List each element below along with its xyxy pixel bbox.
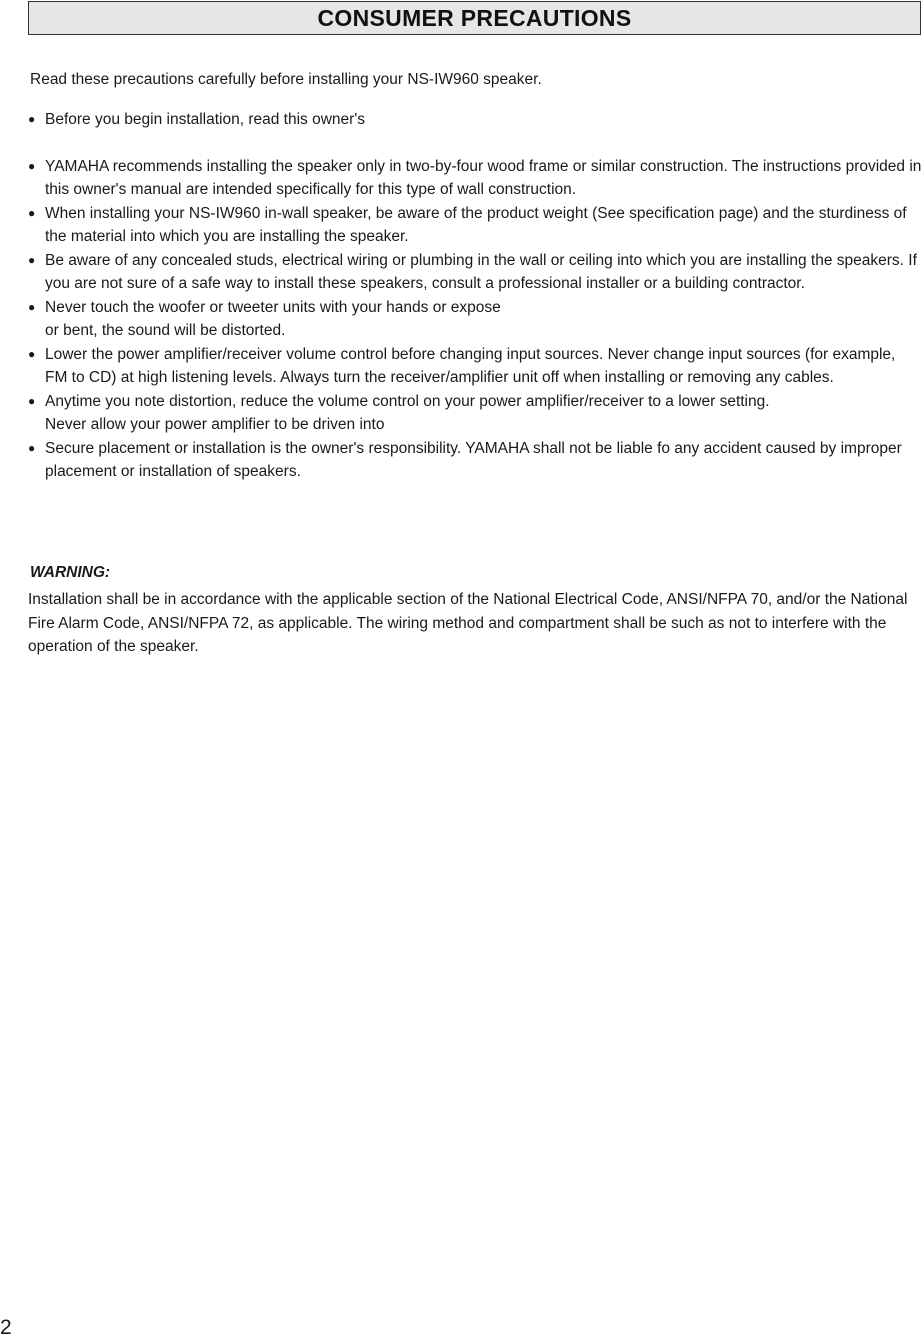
precaution-text: Secure placement or installation is the owner's responsibility. YAMAHA shall not be liable fo any accident caused by improper placement or installation of speakers. bbox=[45, 439, 902, 480]
precaution-item bbox=[28, 202, 922, 249]
precaution-text: Lower the power amplifier/receiver volume control before changing input sources. Never change input sources (for example, FM to CD) at high listening levels. Always turn the receiver/amplifier unit off when installing or removing any cables. bbox=[45, 345, 896, 386]
bullet-icon: ● bbox=[28, 158, 36, 173]
warning-text: Installation shall be in accordance with the applicable section of the National Electrical Code, ANSI/NFPA 70, and/or the National Fire Alarm Code, ANSI/NFPA 72, as applicable. The wiring method and compartment shall be such as not to interfere with the operation of the speaker. bbox=[28, 591, 908, 655]
precaution-item bbox=[28, 390, 922, 437]
warning-heading: WARNING: bbox=[30, 564, 111, 581]
precaution-text: Before you begin installation, read this owner's bbox=[45, 111, 366, 128]
precautions-list bbox=[28, 108, 922, 484]
title-box bbox=[28, 1, 921, 35]
precaution-text: Anytime you note distortion, reduce the volume control on your power amplifier/receiver to a lower setting. Never allow your power amplifier to be driven into bbox=[45, 392, 770, 433]
precaution-item bbox=[28, 108, 922, 132]
bullet-icon: ● bbox=[28, 440, 36, 455]
precaution-text: Be aware of any concealed studs, electrical wiring or plumbing in the wall or ceiling into which you are installing the speakers. If you are not sure of a safe way to install these speakers, consult a professional installer or a building contractor. bbox=[45, 251, 917, 292]
bullet-icon: ● bbox=[28, 393, 36, 408]
precaution-text: YAMAHA recommends installing the speaker only in two-by-four wood frame or similar construction. The instructions provided in this owner's manual are intended specifically for this type of wall construction. bbox=[45, 157, 922, 198]
intro-text: Read these precautions carefully before installing your NS-IW960 speaker. bbox=[30, 71, 542, 88]
precaution-item bbox=[28, 296, 922, 343]
precaution-text: Never touch the woofer or tweeter units with your hands or expose or bent, the sound will be distorted. bbox=[45, 298, 501, 339]
bullet-icon: ● bbox=[28, 299, 36, 314]
bullet-icon: ● bbox=[28, 112, 36, 126]
precaution-item bbox=[28, 343, 922, 390]
precaution-item bbox=[28, 437, 922, 484]
precaution-text: When installing your NS-IW960 in-wall speaker, be aware of the product weight (See specification page) and the sturdiness of the material into which you are installing the speaker. bbox=[45, 204, 907, 245]
precaution-item bbox=[28, 155, 922, 202]
bullet-icon: ● bbox=[28, 205, 36, 220]
bullet-icon: ● bbox=[28, 346, 36, 361]
page-number: 2 bbox=[0, 1316, 12, 1339]
bullet-icon: ● bbox=[28, 252, 36, 267]
precaution-item bbox=[28, 249, 922, 296]
page-title: CONSUMER PRECAUTIONS bbox=[317, 4, 632, 31]
